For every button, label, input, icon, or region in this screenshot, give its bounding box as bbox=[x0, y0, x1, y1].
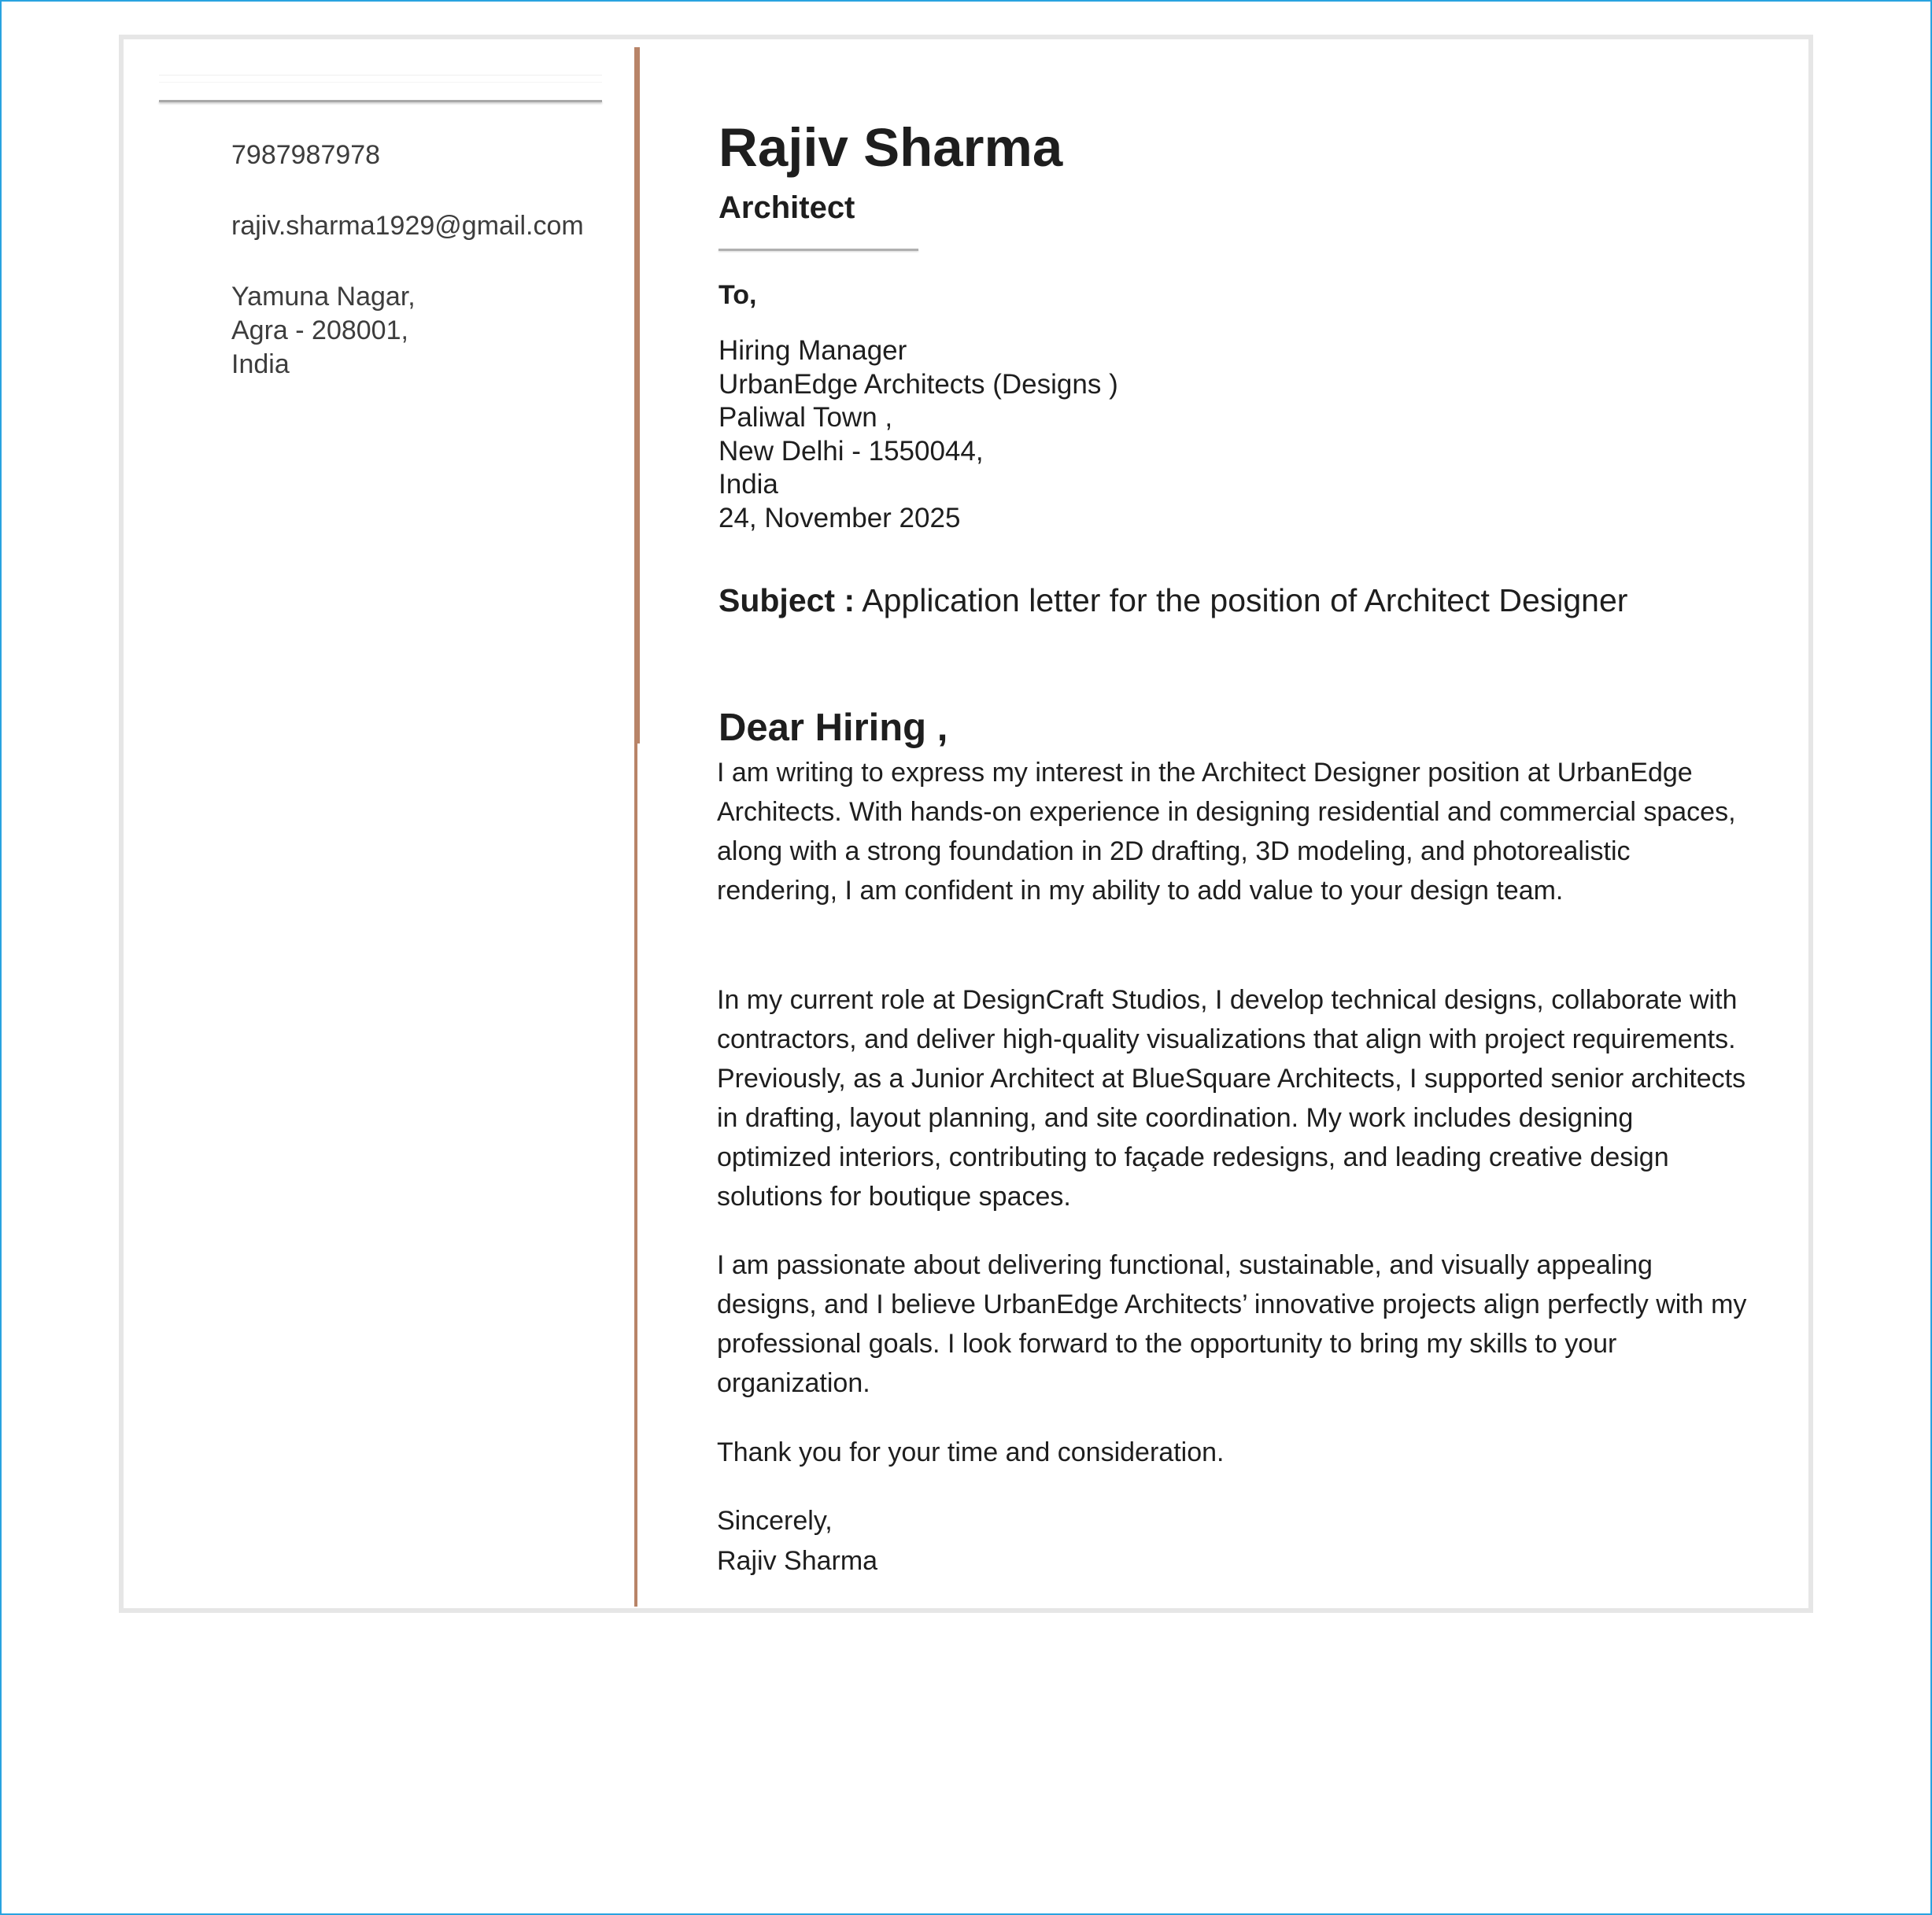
closing-block bbox=[717, 1501, 877, 1581]
salutation: Dear Hiring , bbox=[718, 707, 948, 749]
body-paragraph: I am writing to express my interest in the Architect Designer position at UrbanEdge Architects. With hands-on experience in designing residential and commercial spaces, along with a strong foundation in 2D drafting, 3D modeling, and photorealistic rendering, I am confident in my ability to add value to your design team. bbox=[717, 758, 1736, 906]
sidebar-header-rule bbox=[159, 100, 602, 102]
address-line: India bbox=[231, 349, 290, 379]
body-paragraph: I am passionate about delivering functional, sustainable, and visually appealing designs, and I believe UrbanEdge Architects’ innovative projects align perfectly with my professional goals. I look forward to the opportunity to bring my skills to your organization. bbox=[717, 1250, 1747, 1398]
body-paragraph: In my current role at DesignCraft Studios, I develop technical designs, collaborate with contractors, and deliver high-quality visualizations that align with project requirements. Previously, as a Junior Architect at BlueSquare Architects, I supported senior architects in drafting, layout planning, and site coordination. My work includes designing optimized interiors, contributing to façade redesigns, and leading creative design solutions for boutique spaces. bbox=[717, 985, 1746, 1212]
address-line: Agra - 208001, bbox=[231, 315, 408, 345]
letter-page bbox=[119, 35, 1813, 1613]
recipient-line: UrbanEdge Architects (Designs ) bbox=[718, 368, 1118, 400]
recipient-line: New Delhi - 1550044, bbox=[718, 435, 984, 467]
recipient-line: Paliwal Town , bbox=[718, 402, 893, 433]
recipient-line: India bbox=[718, 469, 778, 500]
signature-name: Rajiv Sharma bbox=[717, 1546, 878, 1576]
letter-date: 24, November 2025 bbox=[718, 502, 961, 533]
subject-label: Subject : bbox=[718, 582, 855, 618]
contact-address bbox=[231, 280, 416, 382]
to-label: To, bbox=[718, 280, 757, 310]
body-paragraph: Thank you for your time and consideration. bbox=[717, 1437, 1225, 1467]
sidebar-top-rule bbox=[159, 75, 602, 83]
subject-text: Application letter for the position of Architect Designer bbox=[862, 582, 1628, 618]
recipient-line: Hiring Manager bbox=[718, 335, 907, 366]
column-divider-upper bbox=[637, 47, 640, 743]
contact-email: rajiv.sharma1929@gmail.com bbox=[231, 211, 584, 241]
recipient-block bbox=[718, 334, 1118, 535]
address-line: Yamuna Nagar, bbox=[231, 282, 416, 312]
applicant-name: Rajiv Sharma bbox=[718, 117, 1063, 178]
subject-line bbox=[718, 581, 1627, 620]
header-rule bbox=[718, 249, 918, 251]
applicant-role: Architect bbox=[718, 190, 855, 225]
closing-phrase: Sincerely, bbox=[717, 1506, 833, 1536]
contact-phone: 7987987978 bbox=[231, 140, 381, 170]
